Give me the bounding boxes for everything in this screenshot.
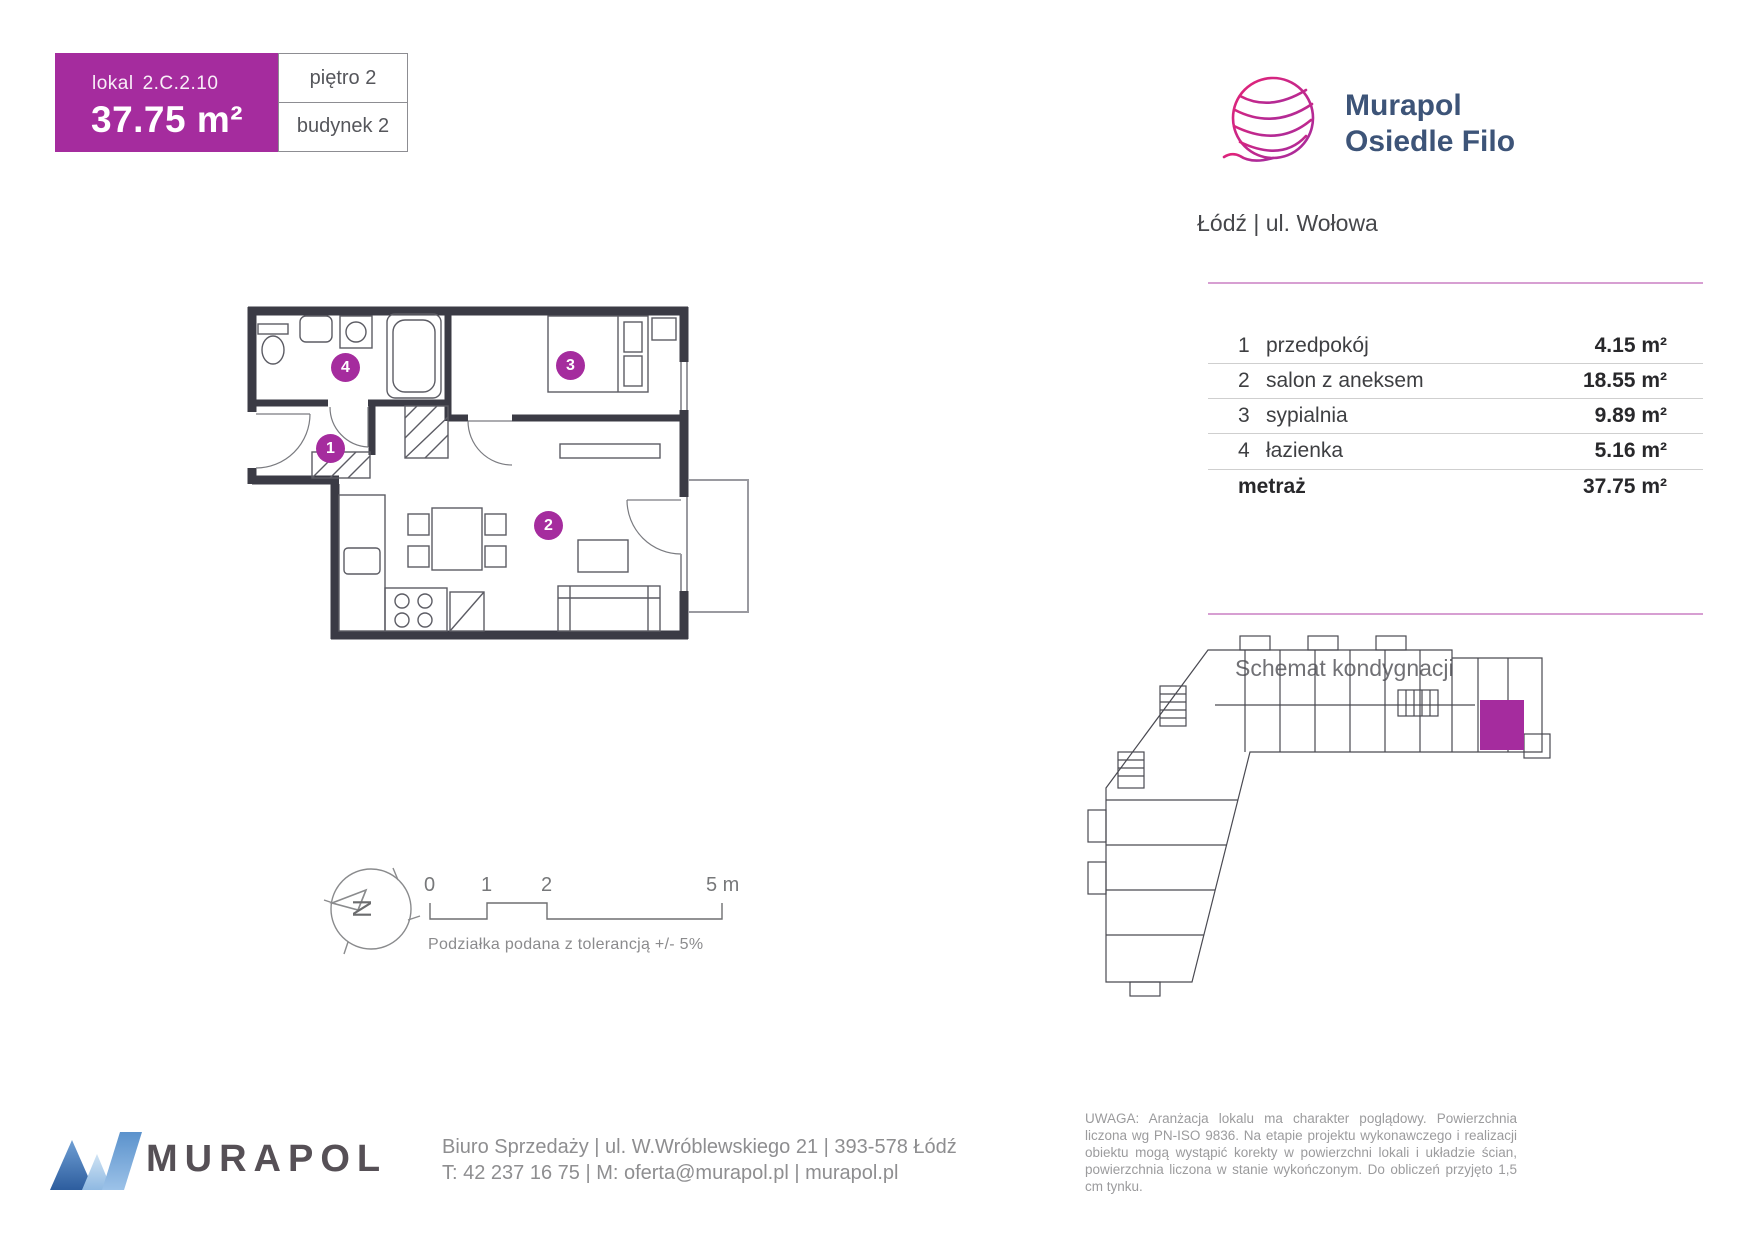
unit-number-line <box>92 73 218 95</box>
balcony-outline <box>688 480 748 612</box>
compass-north-letter: N <box>346 899 377 918</box>
floor-plan-svg <box>240 295 755 655</box>
table-top-rule <box>1208 282 1703 284</box>
bathtub-icon <box>387 314 441 398</box>
room-name: salon z aneksem <box>1266 368 1424 392</box>
room-number: 4 <box>1238 438 1250 462</box>
bedroom-door <box>468 421 512 465</box>
highlighted-unit <box>1480 700 1524 750</box>
total-label: metraż <box>1238 474 1306 498</box>
brand-name-line2: Osiedle Filo <box>1345 125 1516 158</box>
room-area: 9.89 m² <box>1594 403 1667 427</box>
address-line1: Biuro Sprzedaży | ul. W.Wróblewskiego 21 | 393-578 Łódź <box>442 1136 957 1158</box>
dining-table-icon <box>408 508 506 570</box>
total-area: 37.75 m² <box>1582 474 1667 498</box>
shaft-hatch <box>405 406 448 458</box>
stairs-icon <box>1118 686 1438 788</box>
lokal-label: lokal <box>92 73 134 94</box>
unit-area: 37.75 m² <box>91 99 244 140</box>
footer-logo-text: MURAPOL <box>146 1138 388 1180</box>
balcony-door <box>627 500 681 554</box>
floor-box: piętro 2 <box>278 53 408 103</box>
kitchen-counter-icon <box>339 495 484 631</box>
floor-schematic-svg <box>1080 628 1570 998</box>
scale-label-5m: 5 m <box>706 874 740 896</box>
room-marker-3: 3 <box>556 351 585 380</box>
unit-header-box <box>55 53 278 152</box>
murapol-osiedle-logo-icon <box>1222 68 1332 173</box>
lokal-number: 2.C.2.10 <box>142 73 219 94</box>
room-name: łazienka <box>1266 438 1344 462</box>
room-area: 4.15 m² <box>1594 333 1667 357</box>
room-area: 5.16 m² <box>1594 438 1667 462</box>
address-line2: T: 42 237 16 75 | M: oferta@murapol.pl | murapol.pl <box>442 1162 899 1184</box>
sink-icon <box>300 316 332 342</box>
table-row <box>1208 433 1703 468</box>
scale-label-2: 2 <box>541 874 553 896</box>
brand-name-line1: Murapol <box>1345 89 1462 122</box>
table-row <box>1208 398 1703 433</box>
table-row <box>1208 328 1703 363</box>
scale-tolerance-note: Podziałka podana z tolerancją +/- 5% <box>428 936 704 953</box>
room-marker-4: 4 <box>331 353 360 382</box>
scale-bar <box>420 895 740 930</box>
entrance-door <box>256 414 310 468</box>
building-box: budynek 2 <box>278 102 408 152</box>
room-number: 1 <box>1238 333 1250 357</box>
coffee-table-icon <box>578 540 628 572</box>
room-number: 2 <box>1238 368 1250 392</box>
room-marker-1: 1 <box>316 434 345 463</box>
sideboard-icon <box>560 444 660 458</box>
room-name: sypialnia <box>1266 403 1348 427</box>
brand-name <box>1345 88 1515 160</box>
scale-label-0: 0 <box>424 874 436 896</box>
project-location: Łódź | ul. Wołowa <box>1197 210 1378 236</box>
washer-icon <box>340 316 372 348</box>
legal-disclaimer: UWAGA: Aranżacja lokalu ma charakter poglądowy. Powierzchnia liczona wg PN-ISO 9836. Na etapie projektu wykonawczego i realizacji obiektu mogą wystąpić korekty w powierzchni lokali i układzie ścian, powierzchnia liczona w stanie wykończonym. Do obliczeń przyjęto 1,5 cm tynku. <box>1085 1111 1517 1194</box>
sales-office-info <box>442 1134 957 1186</box>
scale-label-1: 1 <box>481 874 493 896</box>
room-area: 18.55 m² <box>1582 368 1667 392</box>
table-row <box>1208 363 1703 398</box>
toilet-icon <box>258 324 288 364</box>
room-marker-2: 2 <box>534 511 563 540</box>
room-number: 3 <box>1238 403 1250 427</box>
room-name: przedpokój <box>1266 333 1369 357</box>
murapol-logo-icon <box>46 1128 156 1192</box>
table-total-row <box>1208 469 1703 504</box>
table-bottom-rule <box>1208 613 1703 615</box>
sofa-icon <box>558 586 660 631</box>
schematic-title: Schemat kondygnacji <box>1235 655 1454 681</box>
